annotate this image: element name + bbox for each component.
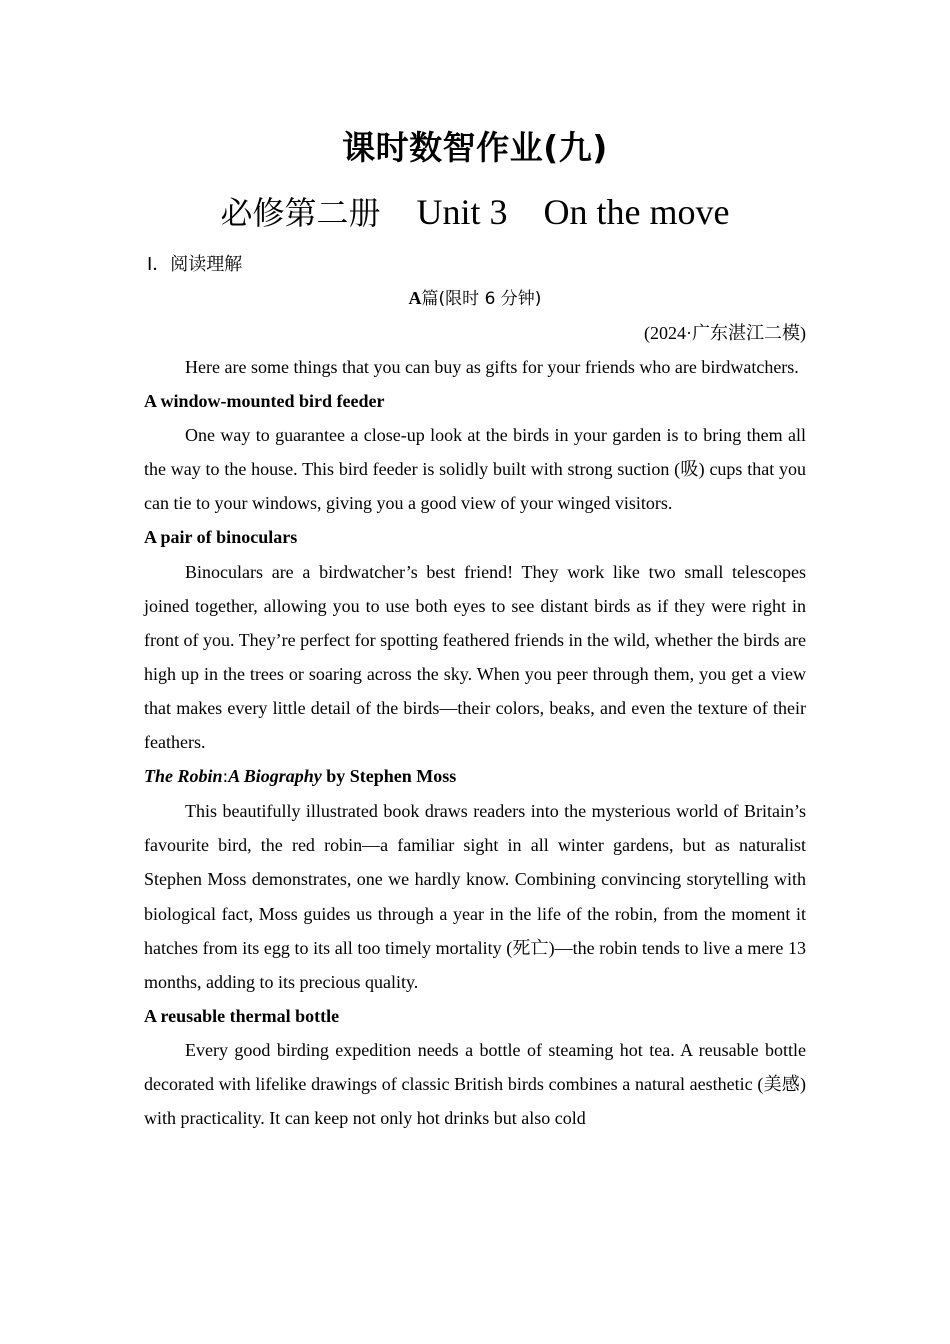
page-subtitle	[0, 188, 950, 237]
book-author: by Stephen Moss	[321, 766, 457, 787]
part-letter: A	[408, 288, 422, 308]
item-text-bird-feeder: One way to guarantee a close-up look at the birds in your garden is to bring them all the way to the house. This bird feeder is solidly built with strong suction (吸) cups that you can tie to your windows, giving you a good view of your winged visitors.	[144, 425, 806, 514]
book-title: The Robin	[144, 766, 223, 787]
item-heading-thermal-bottle: A reusable thermal bottle	[144, 1005, 340, 1026]
item-text-robin-book: This beautifully illustrated book draws readers into the mysterious world of Britain’s favourite bird, the red robin—a familiar sight in all winter gardens, but as naturalist Stephen Moss demonstrates, one we hardly know. Combining convincing storytelling with biological fact, Moss guides us through a year in the life of the robin, from the moment it hatches from its egg to its all too timely mortality (死亡)—the robin tends to live a mere 13 months, adding to its precious quality.	[144, 801, 806, 992]
subtitle-textbook: 必修第二册	[220, 194, 381, 232]
item-heading-bird-feeder: A window-mounted bird feeder	[144, 391, 385, 412]
item-heading-robin-book	[144, 759, 806, 794]
heading-separator: :	[222, 767, 229, 788]
subtitle-unit: Unit 3	[416, 192, 508, 232]
section-label: Ⅰ．阅读理解	[147, 254, 243, 275]
page-title: 课时数智作业(九)	[342, 128, 608, 167]
part-time-limit: 篇(限时 6 分钟)	[421, 289, 542, 309]
article-body	[144, 350, 806, 1135]
book-subtitle: A Biography	[228, 766, 322, 787]
exam-source: (2024·广东湛江二模)	[644, 323, 806, 343]
item-text-binoculars: Binoculars are a birdwatcher’s best friend! They work like two small telescopes joined together, allowing you to use both eyes to see distant birds as if they were right in front of you. They’re perfect for spotting feathered friends in the wild, whether the birds are high up in the trees or soaring across the sky. When you peer through them, you get a view that makes every little detail of the birds—their colors, beaks, and even the texture of their feathers.	[144, 561, 806, 753]
article-intro: Here are some things that you can buy as gifts for your friends who are birdwatchers.	[185, 357, 799, 377]
item-text-thermal-bottle: Every good birding expedition needs a bottle of steaming hot tea. A reusable bottle decorated with lifelike drawings of classic British birds combines a natural aesthetic (美感) with practicality. It can keep not only hot drinks but also cold	[144, 1039, 806, 1129]
subtitle-topic: On the move	[543, 192, 730, 232]
item-heading-binoculars: A pair of binoculars	[144, 527, 298, 548]
part-label	[0, 285, 950, 312]
